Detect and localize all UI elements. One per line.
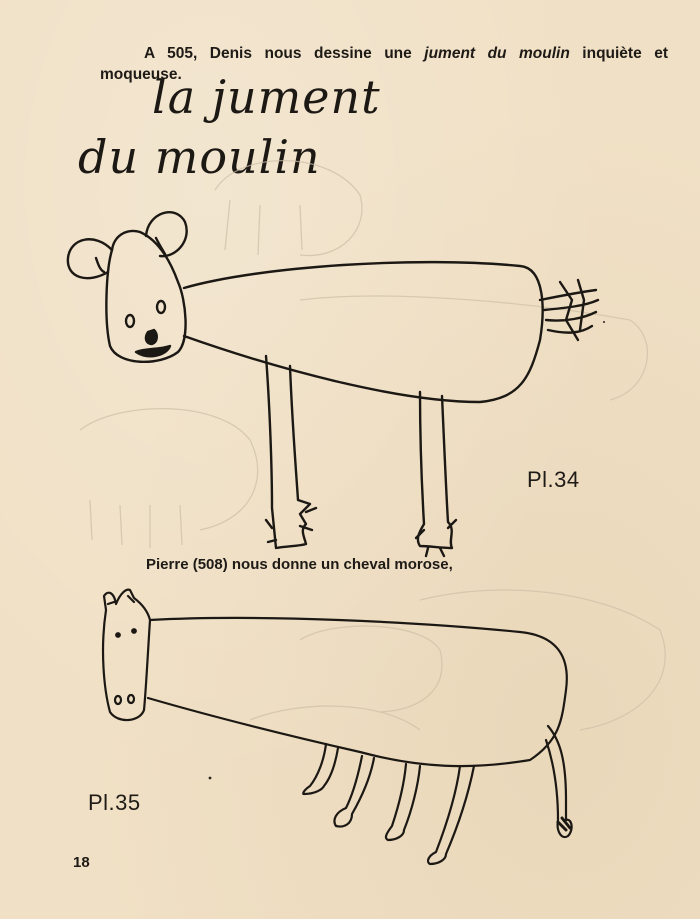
page-number: 18 bbox=[73, 854, 90, 871]
bleed-through-marks bbox=[80, 161, 665, 730]
horse-left-nostril bbox=[115, 696, 121, 704]
mare-left-ear bbox=[68, 239, 112, 278]
mare-left-eye bbox=[126, 315, 134, 327]
horse-right-eye bbox=[132, 629, 136, 633]
mare-body bbox=[184, 262, 543, 402]
ink-speck bbox=[603, 321, 605, 323]
mare-right-ear bbox=[146, 212, 187, 256]
horse-leg-1 bbox=[303, 744, 338, 794]
intro-text-start: A 505, Denis nous dessine une bbox=[144, 44, 425, 62]
horse-head bbox=[103, 590, 150, 720]
mare-front-leg bbox=[266, 356, 310, 548]
mare-mouth bbox=[136, 346, 170, 356]
ink-speck bbox=[209, 777, 212, 780]
horse-leg-3 bbox=[386, 764, 420, 840]
caption-second-drawing: Pierre (508) nous donne un cheval morose, bbox=[146, 556, 453, 573]
mare-nose bbox=[146, 330, 157, 344]
horse-drawing bbox=[103, 590, 572, 864]
intro-italic-title: jument du moulin bbox=[424, 44, 570, 62]
mare-hind-leg bbox=[418, 392, 452, 548]
plate-label-35: Pl.35 bbox=[88, 790, 141, 815]
mare-tail bbox=[540, 280, 598, 340]
horse-left-eye bbox=[116, 633, 120, 637]
plate-label-34: Pl.34 bbox=[527, 467, 580, 492]
horse-leg-2 bbox=[334, 756, 374, 827]
handwritten-title-line2: du moulin bbox=[78, 130, 321, 184]
horse-right-nostril bbox=[128, 695, 134, 703]
handwritten-title-line1: la jument bbox=[152, 70, 381, 124]
horse-body bbox=[148, 618, 567, 766]
mare-drawing bbox=[68, 212, 598, 556]
mare-right-eye bbox=[157, 301, 165, 313]
horse-leg-4 bbox=[428, 766, 474, 864]
intro-text-end: inquiète et moqueuse. bbox=[100, 44, 668, 83]
